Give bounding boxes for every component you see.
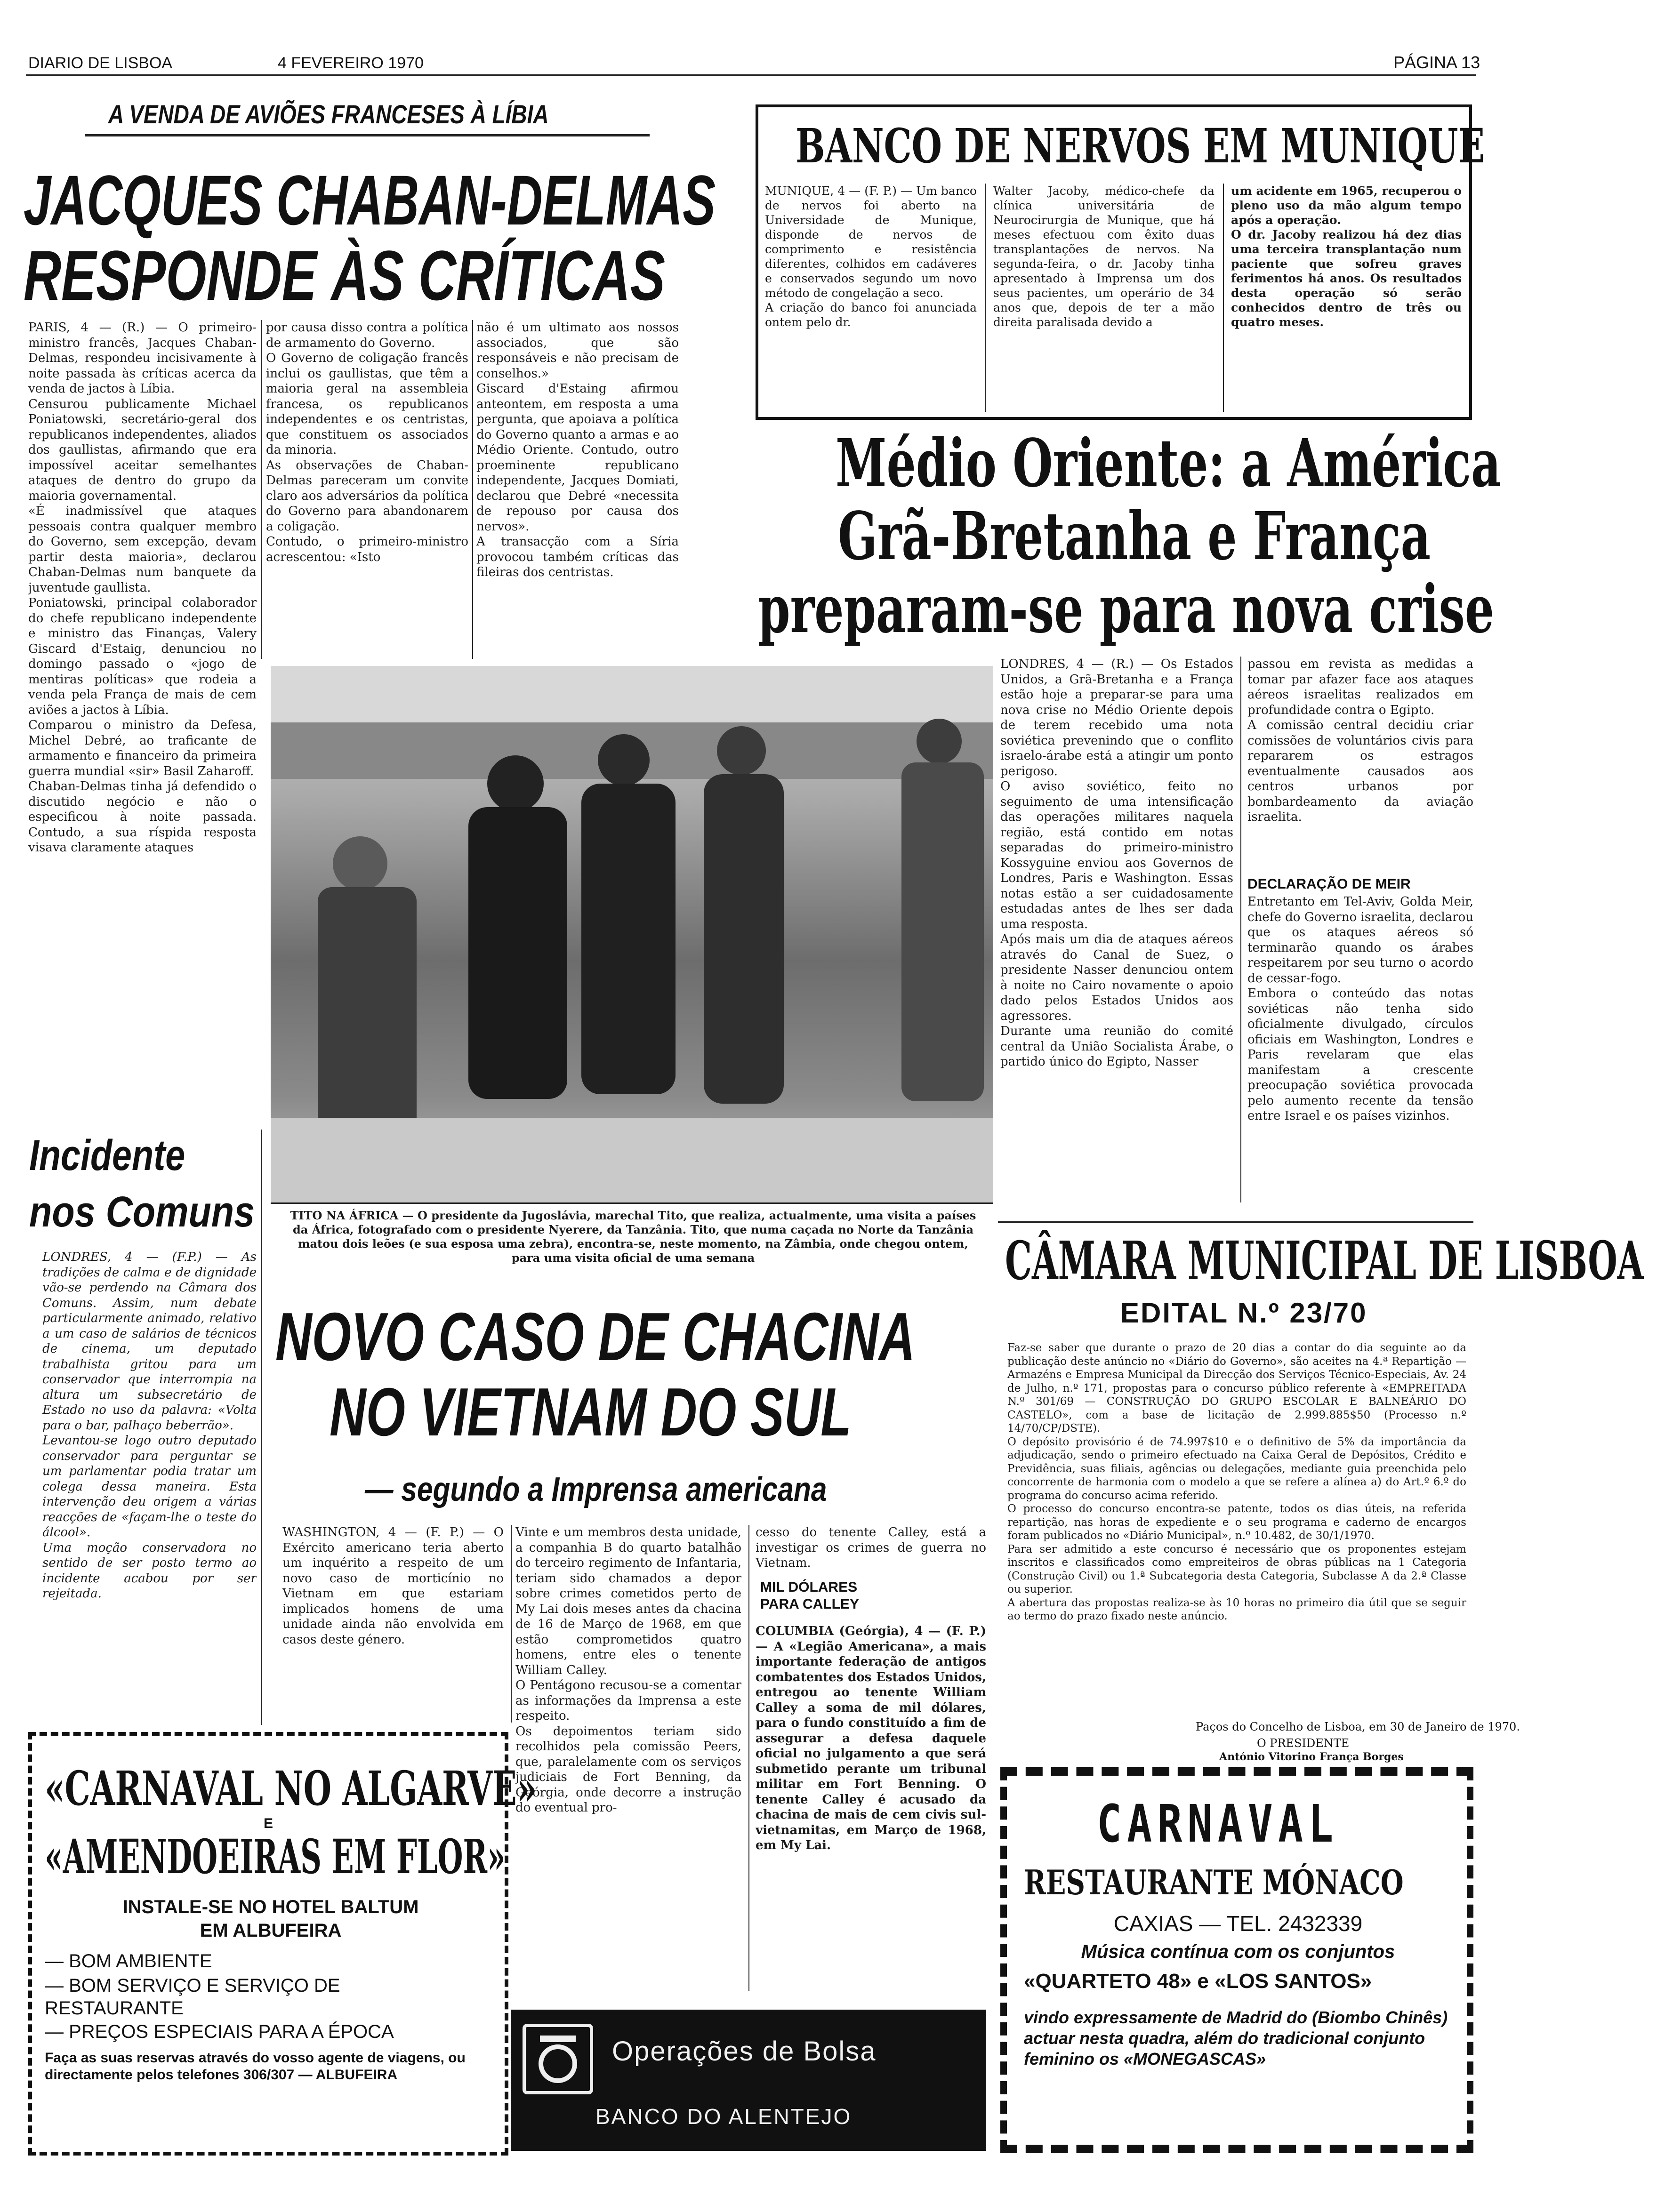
algarve-hotel-1: INSTALE-SE NO HOTEL BALTUM <box>122 1897 419 1917</box>
chaban-column-1: PARIS, 4 — (R.) — O primeiro-ministro francês, Jacques Chaban-Delmas, respondeu incisivamente à noite passada às críticas acerca da venda de jactos à Líbia. Censurou publicamente Michael Poniatowski, secretário-geral dos republicanos independentes, aliados dos gaullistas, afirmando que era impossível aceitar semelhantes ataques de dentro do grupo da maioria governamental. «É inadmissível que ataques pessoais contra qualquer membro do Governo, sem excepção, devam partir desta maioria», declarou Chaban-Delmas num banquete da juventude gaullista. Poniatowski, principal colaborador do chefe republicano independente e ministro das Finanças, Valery Giscard d'Estaig, denunciou no domingo passado o «jogo de mentiras políticas» que rodeia a venda pela França de mais de cem aviões a jactos à Líbia. Comparou o ministro da Defesa, Michel Debré, ao traficante de armamento e financeiro da primeira guerra mundial «sir» Basil Zaharoff. Chaban-Delmas tinha já defendido o discutido negócio e não o especificou à noite passada. Contudo, a sua ríspida resposta visava claramente ataques <box>28 321 257 855</box>
column-rule <box>1223 184 1224 412</box>
monaco-bands: «QUARTETO 48» e «LOS SANTOS» <box>1024 1970 1372 1993</box>
chaban-headline-2: RESPONDE ÀS CRÍTICAS <box>24 236 666 315</box>
algarve-line-2: «AMENDOEIRAS EM FLOR» <box>45 1829 506 1884</box>
column-rule <box>472 320 473 659</box>
chaban-headline-1: JACQUES CHABAN-DELMAS <box>24 160 716 240</box>
vietnam-subhead: MIL DÓLARES PARA CALLEY <box>760 1579 859 1612</box>
bank-logo-mark <box>526 2027 590 2091</box>
kicker-underline <box>85 134 650 136</box>
monaco-description: vindo expressamente de Madrid do (Biombo Chinês) actuar nesta quadra, além do tradicional conjunto feminino os «MONEGASCAS» <box>1024 2008 1448 2068</box>
column-rule <box>261 320 262 659</box>
comuns-body: LONDRES, 4 — (F.P.) — As tradições de calma e de dignidade vão-se perdendo na Câmara dos Comuns. Assim, num debate particularmente animado, relativo a um caso de salários de técnicos de cinema, um deputado trabalhista gritou para um conservador que interrompia na altura um subsecretário de Estado no uso da palavra: «Volta para o bar, palhaço beberrão». Levantou-se logo outro deputado conservador para perguntar se um parlamentar podia tratar um colega dessa maneira. Esta intervenção deu origem a várias reacções de «façam-lhe o teste do álcool». Uma moção conservadora no sentido de ser posto termo ao incidente acabou por ser rejeitada. <box>42 1250 257 1601</box>
column-rule <box>261 1130 262 1725</box>
paper-name: DIARIO DE LISBOA <box>28 54 173 72</box>
algarve-e: E <box>263 1816 273 1831</box>
vietnam-column-3a: cesso do tenente Calley, está a investigar os crimes de guerra no Vietnam. <box>756 1525 986 1570</box>
vietnam-subheadline: — segundo a Imprensa americana <box>365 1471 827 1508</box>
algarve-item-3: — PREÇOS ESPECIAIS PARA A ÉPOCA <box>45 2021 394 2042</box>
nervos-column-1: MUNIQUE, 4 — (F. P.) — Um banco de nervos foi aberto na Universidade de Munique, disponde de nervos de comprimento e resistência diferentes, colhidos em cadáveres e conservados segundo um novo método de congelação a seco. A criação do banco foi anunciada ontem pelo dr. <box>765 184 977 329</box>
issue-date: 4 FEVEREIRO 1970 <box>278 54 424 72</box>
algarve-item-2: — BOM SERVIÇO E SERVIÇO DE RESTAURANTE <box>45 1975 340 2019</box>
photo-caption-rule <box>271 1202 993 1204</box>
medio-subhead: DECLARAÇÃO DE MEIR <box>1247 876 1411 892</box>
chaban-column-2: por causa disso contra a política de armamento do Governo. O Governo de coligação francês inclui os gaullistas, que têm a maioria geral na assembleia francesa, os republicanos independentes e os centristas, que constituem os associados da minoria. As observações de Chaban-Delmas pareceram um convite claro aos adversários da política do Governo para abandonarem a coligação. Contudo, o primeiro-ministro acrescentou: «Isto <box>266 321 468 564</box>
medio-headline-2: Grã-Bretanha e França <box>838 498 1431 575</box>
vietnam-column-3b: COLUMBIA (Geórgia), 4 — (F. P.) — A «Legião Americana», a mais importante federação de antigos combatentes dos Estados Unidos, entregou ao tenente William Calley a soma de mil dólares, para o fundo constituído a fim de assegurar a defesa daquele oficial no julgamento a que será submetido perante um tribunal militar em Fort Benning. O tenente Calley é acusado da chacina de mais de cem civis sul-vietnamitas, em Março de 1968, em My Lai. <box>756 1624 986 1852</box>
comuns-headline-1: Incidente <box>29 1131 185 1179</box>
comuns-headline-2: nos Comuns <box>29 1188 255 1236</box>
column-rule <box>511 1525 512 1723</box>
algarve-item-1: — BOM AMBIENTE <box>45 1951 212 1972</box>
camara-top-rule <box>998 1221 1473 1223</box>
bank-logo-icon <box>523 2024 593 2094</box>
monaco-music: Música contínua com os conjuntos <box>1081 1941 1395 1962</box>
vietnam-column-1: WASHINGTON, 4 — (F. P.) — O Exército americano teria aberto um inquérito a respeito de um novo caso de morticínio no Vietnam em que estariam implicados homens de uma unidade ainda não envolvida em casos deste género. <box>282 1525 504 1647</box>
camara-signoff: O PRESIDENTE <box>1257 1737 1350 1750</box>
monaco-restaurant: RESTAURANTE MÓNACO <box>1024 1862 1404 1902</box>
algarve-hotel-2: EM ALBUFEIRA <box>200 1920 342 1941</box>
medio-headline-1: Médio Oriente: a América <box>836 425 1501 502</box>
camara-body: Faz-se saber que durante o prazo de 20 dias a contar do dia seguinte ao da publicação deste anúncio no «Diário do Governo», são aceites na 4.ª Repartição — Armazéns e Empresa Municipal da Direcção dos Serviços Técnico-Especiais, Av. 24 de Julho, n.º 171, propostas para o concurso público referente à «EMPREITADA N.º 301/69 — CONSTRUÇÃO DO GRUPO ESCOLAR E BALNEÁRIO DO CASTELO», com a base de licitação de 2.999.885$50 (Processo n.º 14/70/CP/DSTE). O depósito provisório é de 74.997$10 e o definitivo de 5% da importância da adjudicação, sendo o primeiro efectuado na Caixa Geral de Depósitos, Crédito e Previdência, suas filiais, agências ou delegações, mediante guia preenchida pelo concorrente de harmonia com o modelo a que se refere a alínea a) do Art.º 6.º do programa do concurso acima referido. O processo do concurso encontra-se patente, todos os dias úteis, na referida repartição, nas horas de expediente e o seu programa e caderno de encargos foram publicados no «Diário Municipal», n.º 10.482, de 30/1/1970. Para ser admitido a este concurso é necessário que os proponentes estejam inscritos e classificados como empreiteiros de obras públicas na 1 Categoria (Construção Civil) ou 1.ª Subcategoria desta Categoria, Subclasse A da 2.ª Classe ou superior. A abertura das propostas realiza-se às 10 horas no primeiro dia útil que se seguir ao termo do prazo fixado neste anúncio. <box>1007 1342 1466 1622</box>
medio-headline-3: preparam-se para nova crise <box>758 571 1495 648</box>
tito-photo <box>271 666 993 1202</box>
nervos-headline: BANCO DE NERVOS EM MUNIQUE <box>796 118 1485 174</box>
nervos-column-3: um acidente em 1965, recuperou o pleno uso da mão algum tempo após a operação. O dr. Jacoby realizou há dez dias uma terceira transplantação num paciente que sofreu graves ferimentos há anos. Os resultados desta operação só serão conhecidos dentro de três ou quatro meses. <box>1231 184 1462 329</box>
chaban-kicker: A VENDA DE AVIÕES FRANCESES À LÍBIA <box>108 99 549 129</box>
vietnam-column-2: Vinte e um membros desta unidade, a companhia B do quarto batalhão do terceiro regimento de Infantaria, teriam sido chamados a depor sobre crimes cometidos perto de My Lai dois meses antes da chacina de 16 de Março de 1968, em que estão comprometidos quatro homens, entre eles o tenente William Calley. O Pentágono recusou-se a comentar as informações da Imprensa a este respeito. Os depoimentos teriam sido recolhidos pela comissão Peers, que, paralelamente com os serviços judiciais de Fort Benning, da Geórgia, onde decorre a instrução do eventual pro- <box>515 1525 741 1815</box>
chaban-column-3: não é um ultimato aos nossos associados, que são responsáveis e não precisam de conselhos.» Giscard d'Estaing afirmou anteontem, em resposta a uma pergunta, que apoiava a política do Governo quanto a armas e ao Médio Oriente. Contudo, outro proeminente republicano independente, Jacques Domiati, declarou que Debré «necessita de repouso por causa dos nervos». A transacção com a Síria provocou também críticas das fileiras dos centristas. <box>476 321 679 579</box>
vietnam-headline-1: NOVO CASO DE CHACINA <box>275 1298 916 1375</box>
monaco-place: CAXIAS — TEL. 2432339 <box>1113 1911 1363 1936</box>
camara-signature: António Vitorino França Borges <box>1219 1751 1404 1763</box>
medio-column-1: LONDRES, 4 — (R.) — Os Estados Unidos, a Grã-Bretanha e a França estão hoje a preparar-se para uma nova crise no Médio Oriente depois de terem recebido uma nota soviética prevenindo que o conflito israelo-árabe está a atingir um ponto perigoso. O aviso soviético, feito no seguimento de uma intensificação das operações militares naquela região, está contido em notas separadas do primeiro-ministro Kossyguine enviou aos Governos de Londres, Paris e Washington. Essas notas estão a ser cuidadosamente estudadas antes de lhes ser dada uma resposta. Após mais um dia de ataques aéreos através do Canal de Suez, o presidente Nasser denunciou ontem à noite no Cairo novamente o apoio dado pelos Estados Unidos aos agressores. Durante uma reunião do comité central da União Socialista Árabe, o partido único do Egipto, Nasser <box>1000 657 1233 1069</box>
bolsa-bank: BANCO DO ALENTEJO <box>595 2104 852 2129</box>
camara-date-line: Paços do Concelho de Lisboa, em 30 de Janeiro de 1970. <box>1196 1720 1520 1733</box>
page-number: PÁGINA 13 <box>1393 53 1480 72</box>
header-rule <box>26 74 1476 76</box>
medio-column-2b: Entretanto em Tel-Aviv, Golda Meir, chefe do Governo israelita, declarou que os ataques aéreos só terminarão quando os árabes respeitarem por seu turno o acordo de cessar-fogo. Embora o conteúdo das notas soviéticas não tenha sido oficialmente divulgado, círculos oficiais em Washington, Londres e Paris revelaram que elas manifestam a crescente preocupação soviética provocada pelo aumento recente da tensão entre Israel e os países vizinhos. <box>1247 895 1473 1123</box>
crowd-illustration <box>271 666 993 1202</box>
medio-column-2a: passou em revista as medidas a tomar par afazer face aos ataques aéreos israelitas realizados em profundidade contra o Egipto. A comissão central decidiu criar comissões de voluntários civis para repararem os estragos eventualmente causados aos centros urbanos por bombardeamento da aviação israelita. <box>1247 657 1473 824</box>
camara-title: CÂMARA MUNICIPAL DE LISBOA <box>1005 1230 1644 1292</box>
column-rule <box>748 1525 749 1991</box>
camara-edital: EDITAL N.º 23/70 <box>1120 1297 1367 1329</box>
nervos-column-2: Walter Jacoby, médico-chefe da clínica universitária de Neurocirurgia de Munique, que há meses efectuou com êxito duas transplantações de nervos. Na segunda-feira, o dr. Jacoby tinha apresentado à Imprensa um dos seus pacientes, um operário de 34 anos que, depois de ter a mão direita paralisada devido a <box>993 184 1215 329</box>
monaco-title: CARNAVAL <box>1097 1794 1339 1854</box>
algarve-line-1: «CARNAVAL NO ALGARVE» <box>45 1761 537 1816</box>
bolsa-title: Operações de Bolsa <box>612 2036 877 2067</box>
column-rule <box>1240 657 1241 1202</box>
algarve-footer: Faça as suas reservas através do vosso agente de viagens, ou directamente pelos telefones 306/307 — ALBUFEIRA <box>45 2050 466 2083</box>
column-rule <box>985 184 986 412</box>
vietnam-headline-2: NO VIETNAM DO SUL <box>330 1374 852 1450</box>
photo-caption: TITO NA ÁFRICA — O presidente da Jugoslávia, marechal Tito, que realiza, actualmente, uma visita a países da África, fotografado com o presidente Nyerere, da Tanzânia. Tito, que numa caçada no Norte da Tanzânia matou dois leões (e sua esposa uma zebra), encontra-se, neste momento, na Zâmbia, onde chegou ontem, para uma visita oficial de uma semana <box>290 1209 976 1265</box>
